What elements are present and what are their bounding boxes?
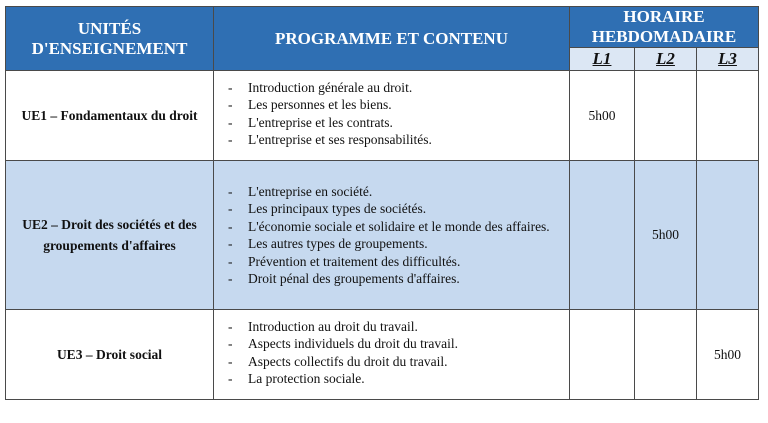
programme-cell (214, 71, 570, 161)
table-row-ue1 (6, 71, 759, 161)
hours-l3: 5h00 (697, 310, 759, 400)
list-item: - Prévention et traitement des difficultés. (228, 253, 569, 271)
table-row-ue2 (6, 161, 759, 310)
hours-l3 (697, 71, 759, 161)
header-level-l1: L1 (570, 48, 635, 71)
programme-cell (214, 310, 570, 400)
list-item: - Les personnes et les biens. (228, 96, 569, 114)
programme-cell (214, 161, 570, 310)
curriculum-table (5, 6, 759, 400)
header-level-l2: L2 (635, 48, 697, 71)
header-programme: PROGRAMME ET CONTENU (214, 7, 570, 71)
list-item: - Aspects collectifs du droit du travail. (228, 353, 569, 371)
list-item: - Introduction au droit du travail. (228, 318, 569, 336)
hours-l2 (635, 310, 697, 400)
list-item: - Introduction générale au droit. (228, 79, 569, 97)
ue-title: UE1 – Fondamentaux du droit (6, 71, 214, 161)
list-item: - L'entreprise et ses responsabilités. (228, 131, 569, 149)
list-item: - L'économie sociale et solidaire et le monde des affaires. (228, 218, 569, 236)
list-item: - L'entreprise et les contrats. (228, 114, 569, 132)
hours-l1: 5h00 (570, 71, 635, 161)
header-horaire: HORAIRE HEBDOMADAIRE (570, 7, 759, 48)
list-item: - Aspects individuels du droit du travail. (228, 335, 569, 353)
header-unites: UNITÉS D'ENSEIGNEMENT (6, 7, 214, 71)
list-item: - La protection sociale. (228, 370, 569, 388)
ue-title: UE2 – Droit des sociétés et des groupements d'affaires (6, 161, 214, 310)
ue-title: UE3 – Droit social (6, 310, 214, 400)
header-level-l3: L3 (697, 48, 759, 71)
list-item: - Les autres types de groupements. (228, 235, 569, 253)
hours-l2 (635, 71, 697, 161)
list-item: - Droit pénal des groupements d'affaires. (228, 270, 569, 288)
hours-l3 (697, 161, 759, 310)
list-item: - Les principaux types de sociétés. (228, 200, 569, 218)
table-row-ue3 (6, 310, 759, 400)
hours-l1 (570, 161, 635, 310)
hours-l2: 5h00 (635, 161, 697, 310)
hours-l1 (570, 310, 635, 400)
list-item: - L'entreprise en société. (228, 183, 569, 201)
